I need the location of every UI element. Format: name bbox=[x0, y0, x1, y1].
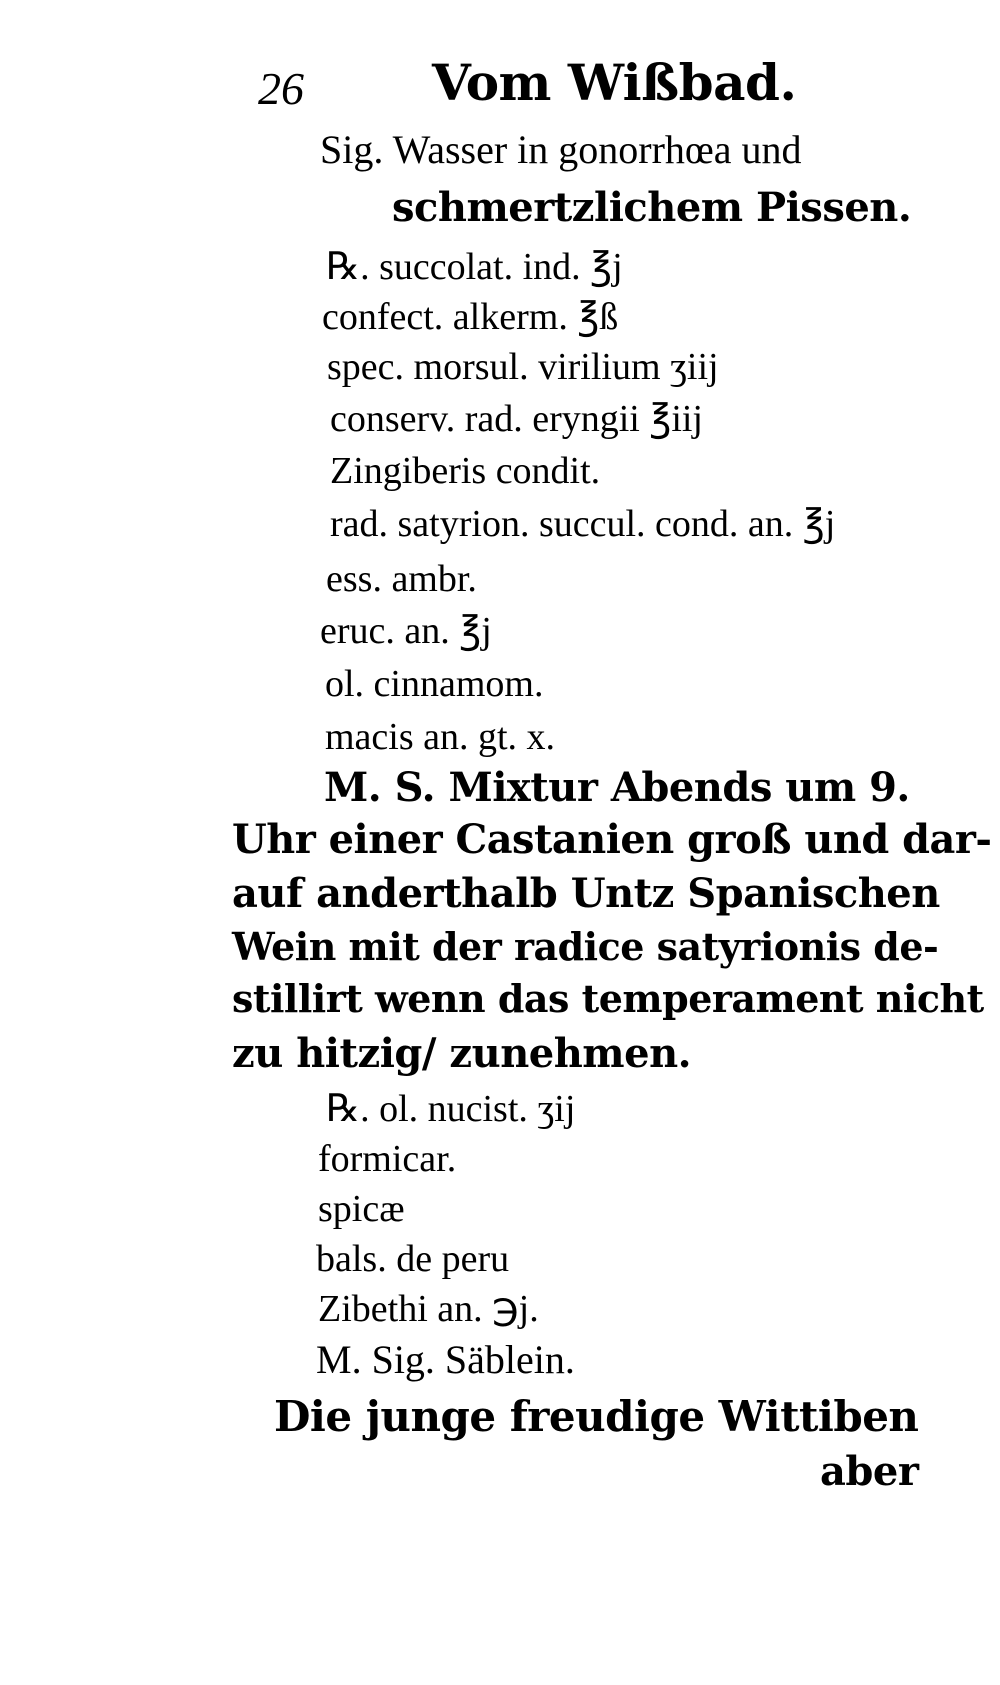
text-line: eruc. an. ℥j bbox=[320, 610, 492, 652]
page-number: 26 bbox=[258, 63, 304, 114]
text-line: Uhr einer Castanien groß und dar- bbox=[232, 816, 992, 863]
text-line: spec. morsul. virilium ʒiij bbox=[327, 346, 719, 388]
text-line: ℞. succolat. ind. ℥j bbox=[326, 246, 623, 288]
text-line: confect. alkerm. ℥ß bbox=[322, 296, 619, 338]
text-line: formicar. bbox=[318, 1138, 457, 1180]
text-line: zu hitzig/ zunehmen. bbox=[232, 1030, 692, 1077]
text-line: Die junge freudige Wittiben bbox=[274, 1392, 919, 1441]
text-line: ess. ambr. bbox=[326, 558, 477, 600]
text-line: schmertzlichem Pissen. bbox=[392, 184, 912, 231]
text-line: spicæ bbox=[318, 1188, 405, 1230]
text-line: bals. de peru bbox=[316, 1238, 510, 1280]
text-line: Wein mit der radice satyrionis de- bbox=[232, 924, 939, 969]
text-line: macis an. gt. x. bbox=[325, 716, 556, 758]
text-line: Zibethi an. ℈j. bbox=[318, 1288, 539, 1330]
text-line: M. S. Mixtur Abends um 9. bbox=[324, 764, 910, 811]
text-line: ol. cinnamom. bbox=[325, 663, 544, 705]
text-line: Sig. Wasser in gonorrhœa und bbox=[320, 127, 802, 172]
text-line: ℞. ol. nucist. ʒij bbox=[326, 1088, 576, 1130]
catchword: aber bbox=[820, 1448, 919, 1495]
text-line: M. Sig. Säblein. bbox=[316, 1337, 575, 1382]
running-head: Vom Wißbad. bbox=[432, 53, 797, 112]
text-line: conserv. rad. eryngii ℥iij bbox=[330, 398, 703, 440]
text-line: rad. satyrion. succul. cond. an. ℥j bbox=[330, 503, 836, 545]
text-line: auf anderthalb Untz Spanischen bbox=[232, 870, 940, 917]
text-line: stillirt wenn das temperament nicht bbox=[232, 976, 984, 1021]
text-line: Zingiberis condit. bbox=[330, 450, 601, 492]
